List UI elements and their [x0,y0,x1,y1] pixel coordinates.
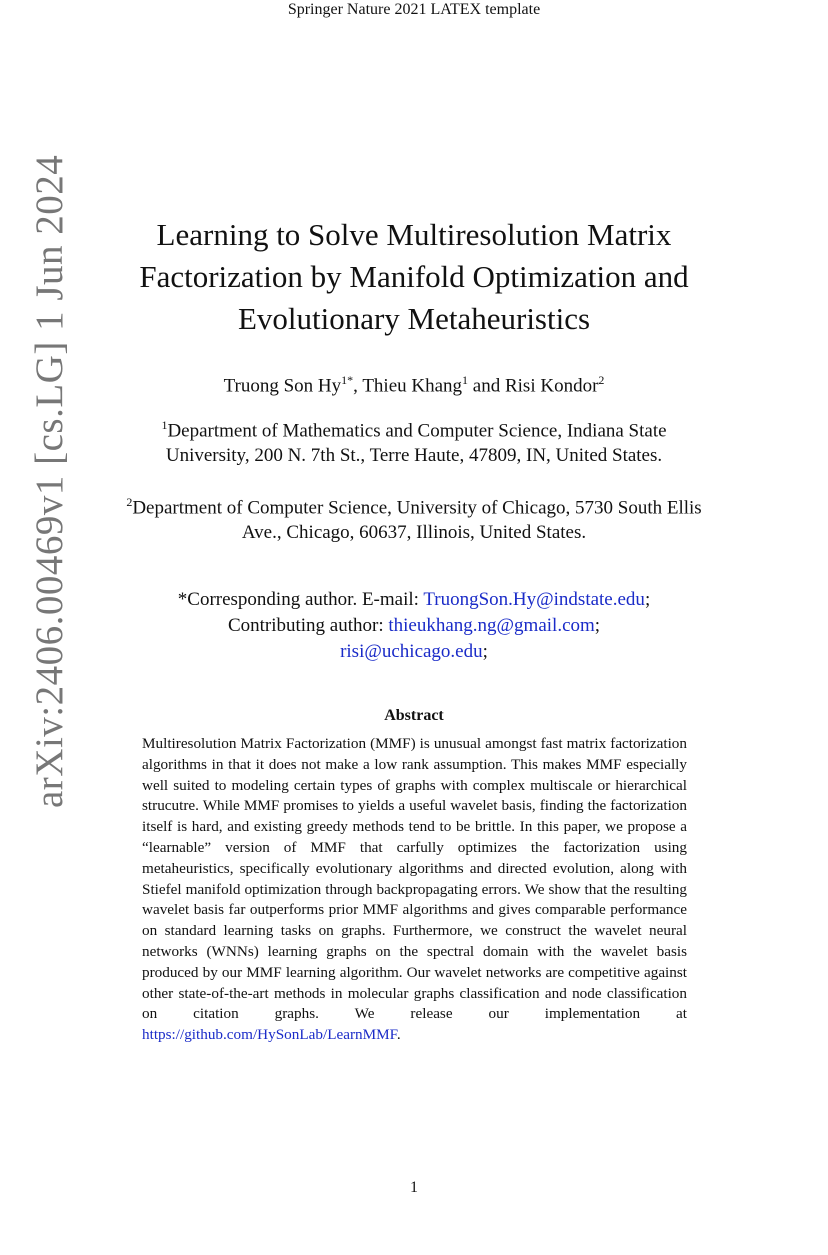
author-list [110,373,718,397]
paper-title: Learning to Solve Multiresolution Matrix Factorization by Manifold Optimization and Evolutionary Metaheuristics [139,217,689,336]
author-affiliation-mark: 1* [341,373,354,387]
running-head: Springer Nature 2021 LATEX template [287,1,541,18]
separator: ; [594,615,601,636]
correspondence-block [110,587,718,665]
affiliation-text: Department of Mathematics and Computer Science, Indiana State University, 200 N. 7th St., Terre Haute, 47809, IN, United States. [165,420,667,467]
repository-link[interactable]: https://github.com/HySonLab/LearnMMF [142,1026,397,1044]
author-affiliation-mark: 2 [598,373,605,387]
author-name: Risi Kondor [504,375,599,397]
abstract-text: Multiresolution Matrix Factorization (MMF) is unusual amongst fast matrix factorization algorithms in that it does not make a low rank assumption. This makes MMF especially well suited to modeling certain types of graphs with complex multiscale or hierarchical strucutre. While MMF promises to yields a useful wavelet basis, finding the factorization itself is hard, and existing greedy methods tend to be brittle. In this paper, we propose a “learnable” version of MMF that carfully optimizes the factorization using metaheuristics, specifically evolutionary algorithms and directed evolution, along with Stiefel manifold optimization through backpropagating errors. We show that the resulting wavelet basis far outperforms prior MMF algorithms and gives comparable performance on standard learning tasks on graphs. Furthermore, we construct the wavelet neural networks (WNNs) learning graphs on the spectral domain with the wavelet basis produced by our MMF learning algorithm. Our wavelet networks are competitive against other state-of-the-art methods in molecular graphs classification and node classification on citation graphs. We release our implementation at [142,735,687,1023]
affiliation-mark: 1 [161,418,168,432]
author-separator: , [353,375,363,397]
contributing-email-link[interactable]: thieukhang.ng@gmail.com [388,615,595,636]
corresponding-email-link[interactable]: TruongSon.Hy@indstate.edu [423,589,645,610]
separator: ; [644,589,651,610]
affiliation-1 [120,413,708,468]
affiliation-text: Department of Computer Science, University of Chicago, 5730 South Ellis Ave., Chicago, 60637, Illinois, United States. [132,497,702,544]
separator: ; [482,641,488,662]
affiliation-2 [120,490,708,545]
author-affiliation-mark: 1 [462,373,469,387]
abstract-heading: Abstract [384,707,444,724]
author-name: Thieu Khang [362,375,463,397]
abstract-end: . [396,1026,401,1044]
abstract-body [142,734,687,1046]
author-separator: and [468,375,505,397]
page-number: 1 [410,1179,418,1196]
contributing-email-link[interactable]: risi@uchicago.edu [340,641,483,662]
author-name: Truong Son Hy [223,375,342,397]
affiliation-mark: 2 [126,495,133,509]
contributing-label: Contributing author: [227,615,384,636]
arxiv-identifier-stamp: arXiv:2406.00469v1 [cs.LG] 1 Jun 2024 [28,154,71,808]
corresponding-label: *Corresponding author. E-mail: [177,589,419,610]
